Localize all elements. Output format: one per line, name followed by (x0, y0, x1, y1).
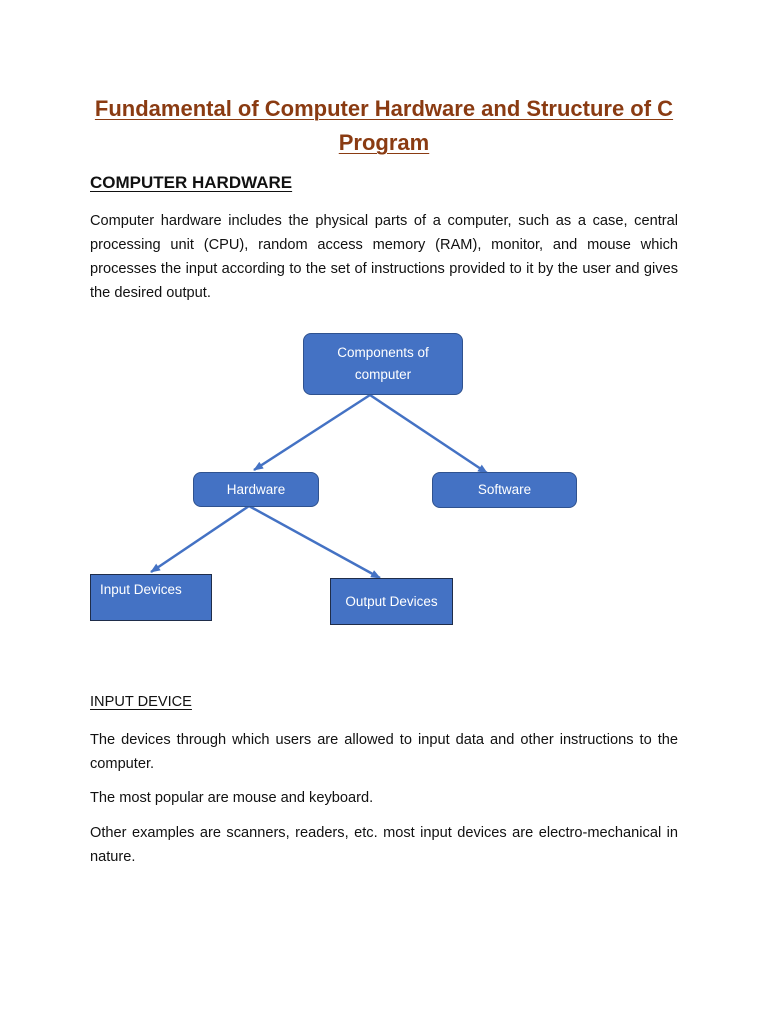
input-paragraph-1: The devices through which users are allowed to input data and other instructions to the computer. (90, 732, 678, 772)
node-components-of-computer (303, 333, 463, 395)
intro-paragraph: Computer hardware includes the physical parts of a computer, such as a case, central processing unit (CPU), random access memory (RAM), monitor, and mouse which processes the input according to the set of instructions provided to it by the user and gives the desired output. (90, 213, 678, 301)
title-line-1: Fundamental of Computer Hardware and Structure of C (94, 96, 674, 121)
node-root-line-2: computer (354, 367, 412, 382)
arrow-root-to-hardware (254, 395, 370, 470)
arrow-root-to-software (370, 395, 487, 473)
input-paragraph-2: The most popular are mouse and keyboard. (90, 790, 374, 806)
node-hardware: Hardware (193, 472, 319, 507)
node-software: Software (432, 472, 577, 508)
title-line-2: Program (338, 130, 430, 155)
input-device-heading: INPUT DEVICE (90, 694, 192, 710)
node-root-line-1: Components of (337, 345, 429, 360)
arrow-hardware-to-input (151, 506, 249, 572)
node-input-devices: Input Devices (90, 574, 212, 621)
arrow-hardware-to-output (249, 506, 380, 578)
input-paragraph-3: Other examples are scanners, readers, etc. most input devices are electro-mechanical in nature. (90, 825, 678, 865)
section-heading: COMPUTER HARDWARE (90, 173, 293, 192)
node-output-devices: Output Devices (330, 578, 453, 625)
